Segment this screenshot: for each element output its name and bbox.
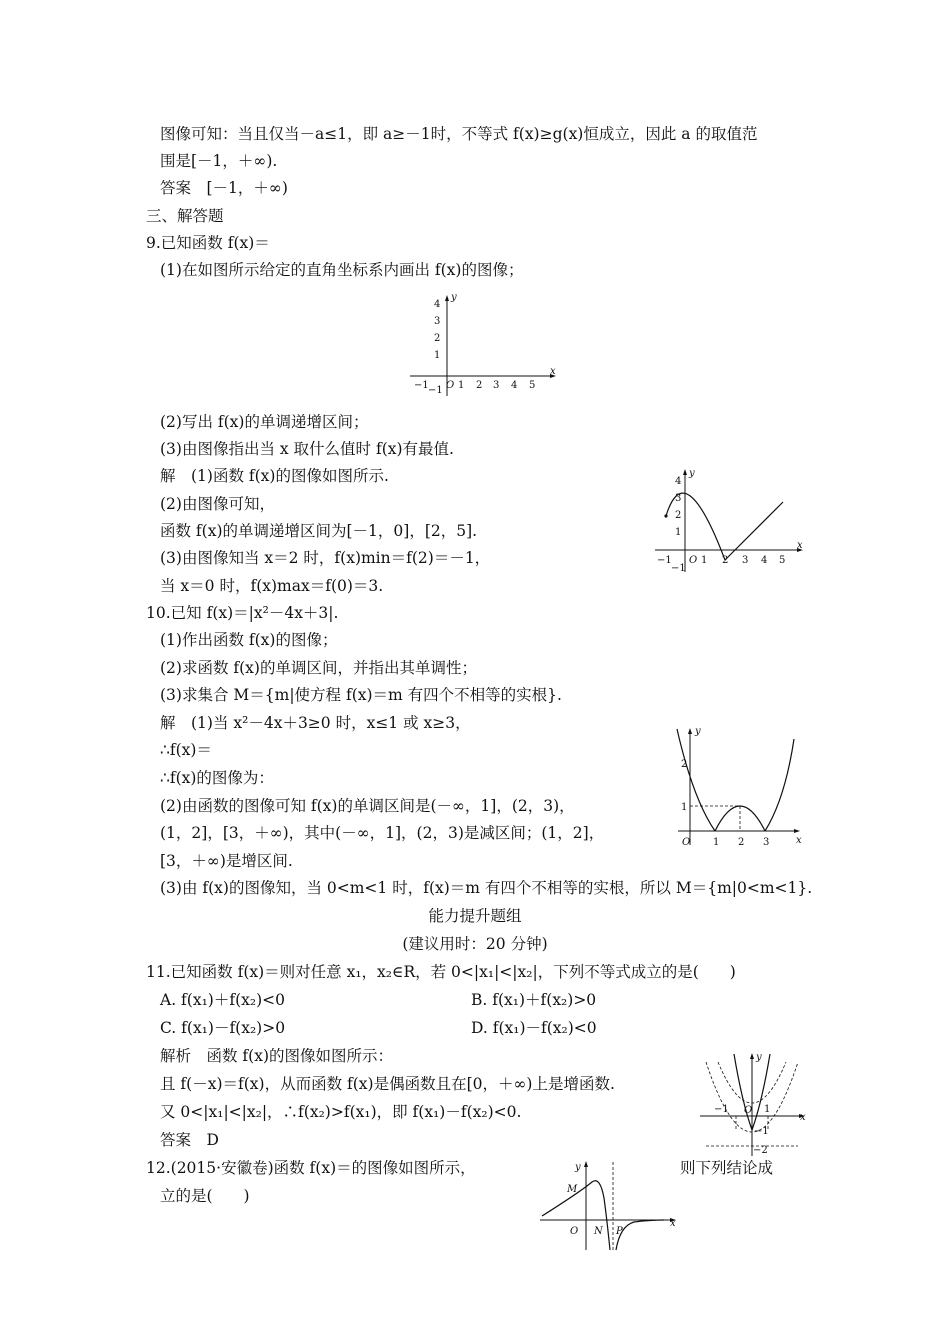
y-neg-two-label: −2 [753, 1145, 768, 1156]
question-9: 9.已知函数 f(x)＝ [146, 234, 270, 252]
y-axis-label: y [695, 726, 701, 737]
graph-left [734, 1054, 752, 1130]
y-tick-label: 4 [434, 299, 441, 310]
x-tick-label: 3 [763, 837, 770, 848]
y-axis-label: y [451, 292, 457, 303]
x-tick-label: 2 [738, 837, 745, 848]
text-line: (2)由函数的图像可知 f(x)的单调区间是(－∞，1]，(2，3)， [160, 797, 575, 815]
answer-line: 答案 D [160, 1131, 219, 1149]
linear-branch [725, 502, 783, 560]
function-graph-q9 [655, 468, 805, 578]
x-tick-label: 3 [742, 555, 749, 566]
y-tick-label: 2 [681, 759, 688, 770]
x-axis-label: x [550, 366, 556, 377]
x-tick-label: 1 [713, 837, 720, 848]
point-m-label: M [567, 1184, 578, 1195]
text-line: (3)求集合 M＝{m|使方程 f(x)＝m 有四个不相等的实根}. [160, 686, 562, 704]
x-pos-label: 1 [764, 1104, 771, 1115]
origin-label: O [682, 837, 691, 848]
x-neg-label: −1 [414, 380, 429, 391]
text-line: 围是[－1，＋∞). [160, 152, 278, 170]
x-tick-label: 5 [779, 555, 786, 566]
text-line: (1，2]，[3，＋∞)，其中(－∞，1]，(2，3)是减区间；(1，2]， [160, 824, 605, 842]
x-tick-label: 1 [458, 380, 465, 391]
right-branch [765, 739, 794, 831]
y-tick-label: 1 [675, 527, 682, 538]
text-line: (2)求函数 f(x)的单调区间，并指出其单调性； [160, 659, 477, 677]
text-line: 解 (1)当 x²－4x＋3≥0 时，x≤1 或 x≥3， [160, 714, 471, 732]
text-line: 又 0<|x₁|<|x₂|，∴f(x₂)>f(x₁)，即 f(x₁)－f(x₂)<0. [160, 1103, 522, 1121]
y-neg-label: −1 [428, 385, 443, 396]
y-axis-label: y [689, 468, 695, 479]
x-axis-label: x [796, 835, 802, 846]
text-line: (2)写出 f(x)的单调递增区间； [160, 413, 369, 431]
y-neg-label: −1 [671, 563, 686, 574]
text-line: (3)由图像知当 x＝2 时，f(x)min＝f(2)＝－1， [160, 549, 491, 567]
text-line: 函数 f(x)的单调递增区间为[－1，0]，[2，5]. [160, 522, 478, 540]
x-tick-label: 4 [511, 380, 518, 391]
option-c: C. f(x₁)－f(x₂)>0 [160, 1019, 286, 1037]
option-b: B. f(x₁)＋f(x₂)>0 [471, 991, 597, 1009]
x-tick-label: 1 [701, 555, 708, 566]
y-tick-label: 2 [675, 510, 682, 521]
text-line: 解 (1)函数 f(x)的图像如图所示. [160, 467, 389, 485]
y-tick-label: 1 [681, 802, 688, 813]
text-line: (1)作出函数 f(x)的图像； [160, 631, 338, 649]
blank-axes-figure [410, 292, 560, 404]
x-axis-label: x [797, 540, 803, 551]
text-line: 则下列结论成 [680, 1159, 774, 1177]
y-tick-label: 3 [675, 493, 682, 504]
x-axis-label: x [670, 1218, 676, 1229]
text-line: (2)由图像可知， [160, 495, 275, 513]
function-graph-q10 [678, 725, 806, 851]
x-tick-label: 2 [722, 555, 729, 566]
origin-label: O [446, 380, 455, 391]
point-p-label: P [616, 1226, 623, 1237]
y-axis-label: y [575, 1162, 581, 1173]
x-tick-label: 3 [493, 380, 500, 391]
question-11: 11.已知函数 f(x)＝则对任意 x₁，x₂∈R，若 0<|x₁|<|x₂|，下列不等式成立的是( ) [146, 963, 736, 981]
y-tick-label: 3 [434, 316, 441, 327]
origin-label: O [570, 1226, 579, 1237]
function-graph-q12 [540, 1158, 680, 1254]
text-line: 当 x＝0 时，f(x)max＝f(0)＝3. [160, 577, 384, 595]
section-subtitle: (建议用时：20 分钟) [402, 935, 548, 953]
option-a: A. f(x₁)＋f(x₂)<0 [160, 991, 285, 1009]
text-line: ∴f(x)的图像为： [160, 769, 274, 787]
x-tick-label: 5 [529, 380, 536, 391]
right-branch [616, 1220, 664, 1250]
y-tick-label: 2 [434, 333, 441, 344]
text-line: ∴f(x)＝ [160, 741, 212, 759]
text-line: (3)由 f(x)的图像知，当 0<m<1 时，f(x)＝m 有四个不相等的实根，所以 M＝{m|0<m<1}. [160, 879, 813, 897]
text-line: (1)在如图所示给定的直角坐标系内画出 f(x)的图像； [160, 261, 524, 279]
section-title: 能力提升题组 [428, 907, 522, 925]
text-line: 立的是( ) [160, 1187, 250, 1205]
origin-label: O [689, 555, 698, 566]
left-branch [677, 729, 715, 831]
x-axis-label: x [800, 1112, 806, 1123]
text-line: 图像可知：当且仅当－a≤1，即 a≥－1时，不等式 f(x)≥g(x)恒成立，因此 a 的取值范 [160, 125, 758, 143]
y-axis-label: y [756, 1052, 762, 1063]
question-10: 10.已知 f(x)＝|x²－4x＋3|. [146, 604, 339, 622]
y-neg-one-label: −1 [754, 1126, 769, 1137]
text-line: 解析 函数 f(x)的图像如图所示： [160, 1047, 394, 1065]
text-line: 答案 [－1，＋∞) [160, 179, 288, 197]
question-12: 12.(2015·安徽卷)函数 f(x)＝的图像如图所示， [146, 1159, 476, 1177]
x-neg-label: −1 [657, 555, 672, 566]
option-d: D. f(x₁)－f(x₂)<0 [471, 1019, 597, 1037]
text-line: 且 f(－x)＝f(x)，从而函数 f(x)是偶函数且在[0，＋∞)上是增函数. [160, 1075, 615, 1093]
x-tick-label: 2 [476, 380, 483, 391]
text-line: [3，＋∞)是增区间. [160, 852, 293, 870]
x-neg-label: −1 [714, 1104, 729, 1115]
function-graph-q11 [700, 1052, 810, 1158]
origin-label: O [744, 1105, 753, 1116]
graph-right [752, 1054, 770, 1130]
text-line: (3)由图像指出当 x 取什么值时 f(x)有最值. [160, 440, 454, 458]
section-heading: 三、解答题 [146, 207, 224, 225]
y-tick-label: 4 [675, 476, 682, 487]
y-tick-label: 1 [434, 350, 441, 361]
x-tick-label: 4 [761, 555, 768, 566]
point-n-label: N [594, 1226, 603, 1237]
